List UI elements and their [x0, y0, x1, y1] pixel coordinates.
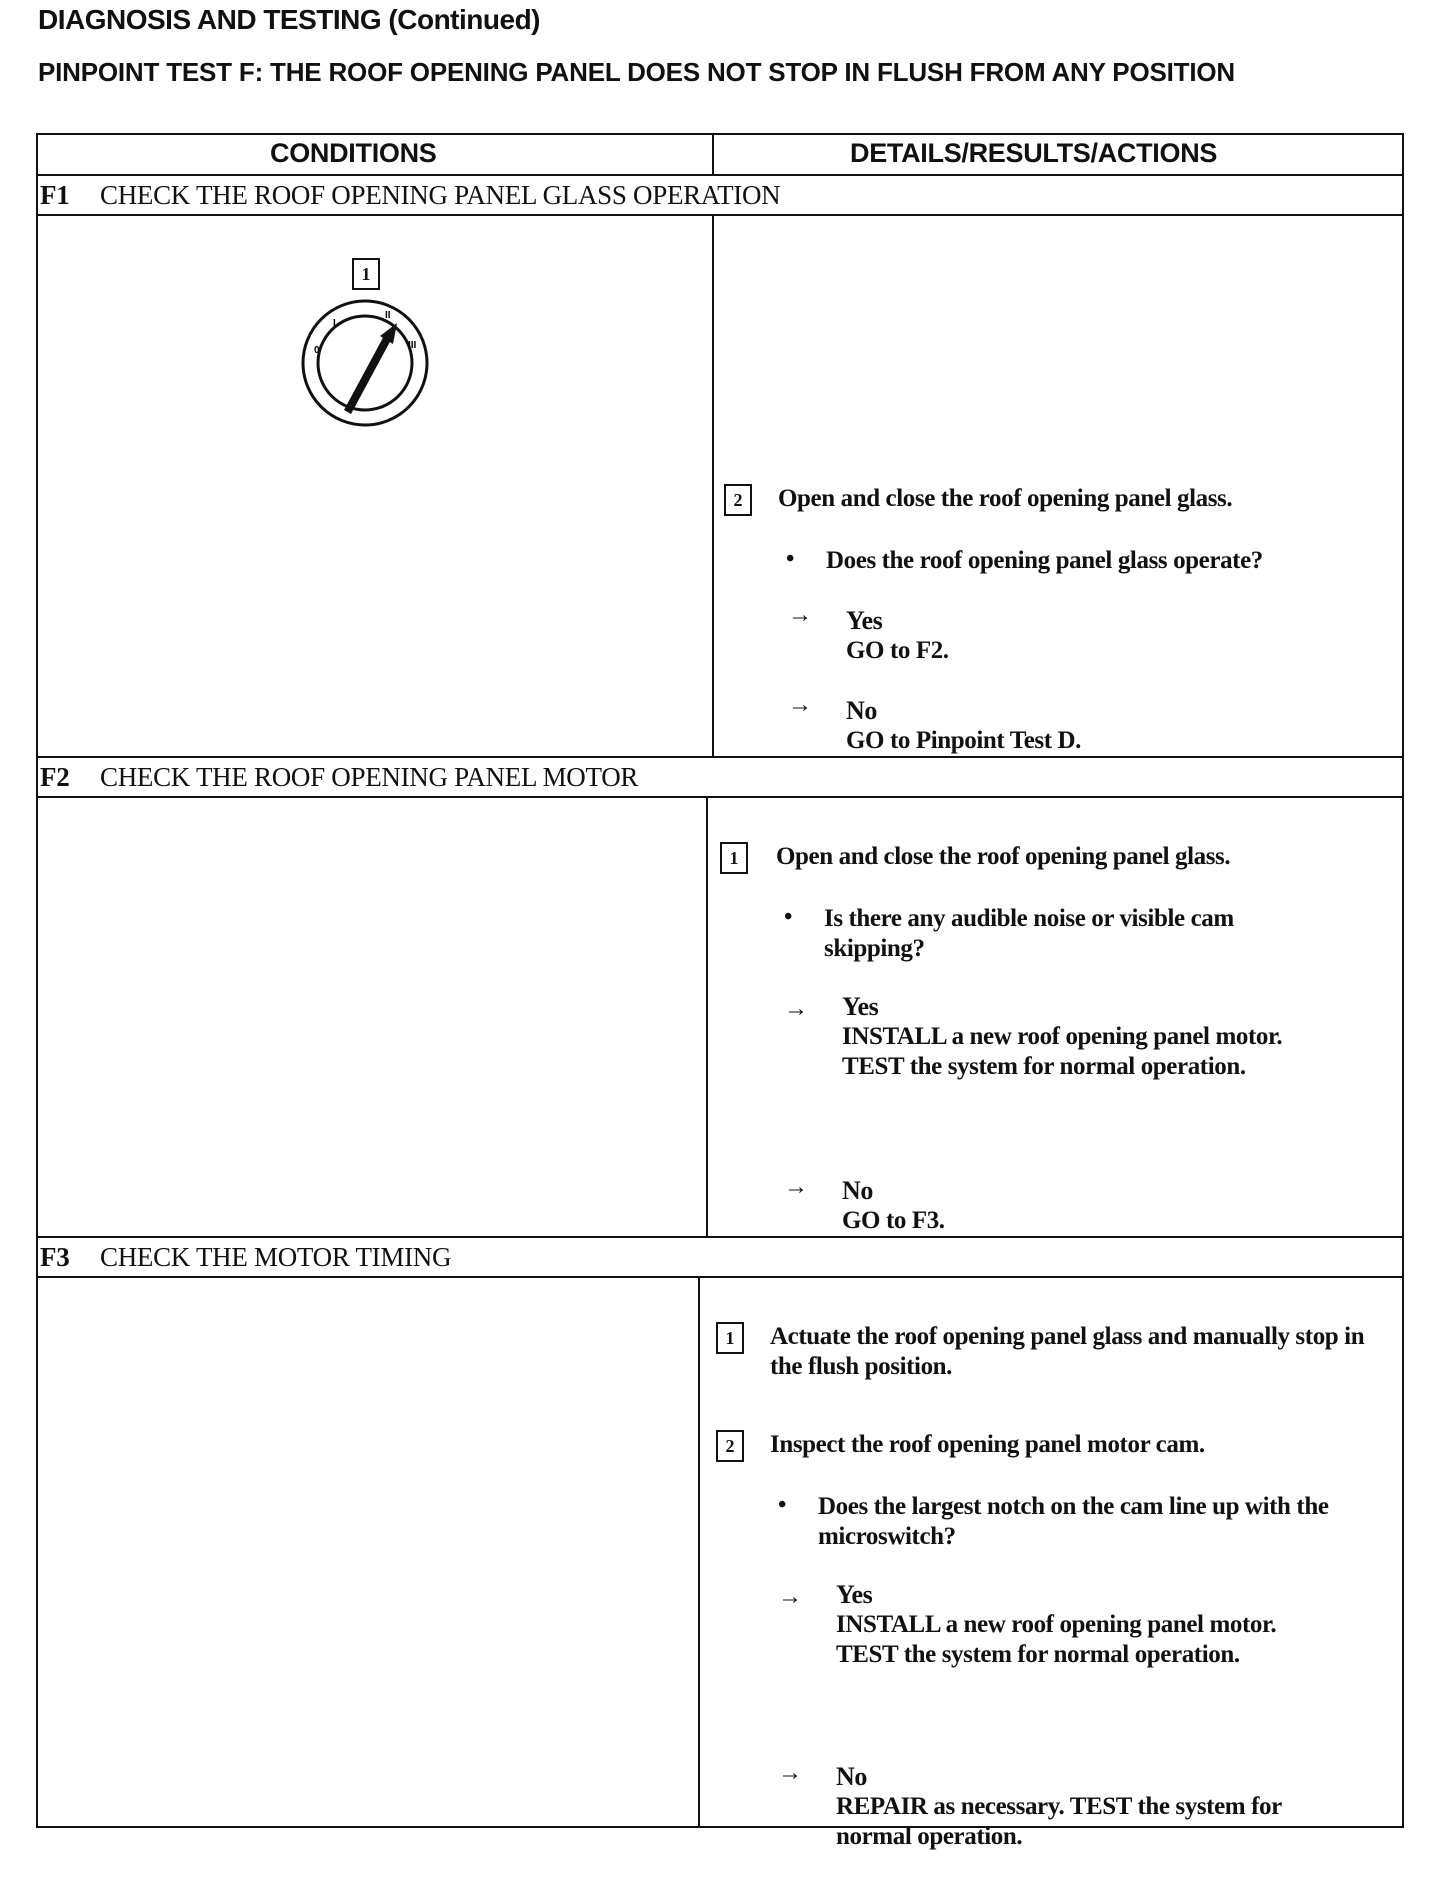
header-column-divider — [712, 133, 714, 175]
f3-no-action: REPAIR as necessary. TEST the system for normal operation. — [836, 1793, 1282, 1850]
f1-column-divider — [712, 214, 714, 756]
f3-title: CHECK THE MOTOR TIMING — [100, 1242, 452, 1272]
f2-no-action-prefix: GO to — [842, 1207, 906, 1234]
f1-no-arrow: → — [788, 692, 812, 718]
f2-title-top-border — [36, 756, 1404, 758]
f1-question: Does the roof opening panel glass operate? — [826, 547, 1263, 574]
conditions-header: CONDITIONS — [270, 138, 437, 168]
f2-yes-arrow: → — [784, 996, 808, 1022]
test-title: PINPOINT TEST F: THE ROOF OPENING PANEL DOES NOT STOP IN FLUSH FROM ANY POSITION — [38, 57, 1235, 87]
ignition-label-0: 0 — [314, 345, 320, 356]
f3-question: Does the largest notch on the cam line up with the microswitch? — [818, 1493, 1329, 1550]
ignition-key-pointer — [344, 334, 392, 414]
f1-yes-label: Yes — [846, 606, 883, 635]
table-right-border — [1402, 133, 1404, 1828]
f2-yes-result — [842, 992, 1382, 1082]
f3-section-title — [40, 1242, 451, 1273]
details-header: DETAILS/RESULTS/ACTIONS — [850, 138, 1218, 168]
f3-yes-result — [836, 1580, 1386, 1670]
f1-id: F1 — [40, 180, 70, 210]
f3-id: F3 — [40, 1242, 70, 1272]
f2-no-result — [842, 1176, 945, 1236]
f1-title-bottom-border — [36, 214, 1404, 216]
f2-no-action-target: F3. — [911, 1207, 945, 1234]
ignition-outer-ring — [303, 301, 427, 425]
f3-step2-box: 2 — [716, 1430, 744, 1462]
f1-question-bullet: • — [786, 546, 795, 572]
f1-no-result — [846, 696, 1081, 756]
f2-question: Is there any audible noise or visible cam skipping? — [824, 905, 1234, 962]
f3-question-bullet: • — [778, 1492, 787, 1518]
f1-step-box: 2 — [724, 484, 752, 516]
f1-title: CHECK THE ROOF OPENING PANEL GLASS OPERATION — [100, 180, 781, 210]
f3-step1-box: 1 — [716, 1322, 744, 1354]
f3-yes-action-2: TEST the system for normal operation. — [836, 1641, 1240, 1668]
f2-no-arrow: → — [784, 1174, 808, 1200]
f2-id: F2 — [40, 762, 70, 792]
f2-yes-action-1: INSTALL a new roof opening panel motor. — [842, 1023, 1283, 1050]
f1-yes-result — [846, 606, 949, 666]
f3-yes-label: Yes — [836, 1580, 873, 1609]
ignition-label-3: III — [408, 340, 417, 351]
f2-column-divider — [706, 796, 708, 1236]
f1-no-action: GO to Pinpoint Test D. — [846, 727, 1081, 754]
table-left-border — [36, 133, 38, 1828]
f2-title: CHECK THE ROOF OPENING PANEL MOTOR — [100, 762, 639, 792]
f2-title-bottom-border — [36, 796, 1404, 798]
illustration-step-box: 1 — [352, 258, 380, 290]
f3-no-label: No — [836, 1762, 867, 1791]
f2-step-box: 1 — [720, 842, 748, 874]
ignition-label-2: II — [385, 310, 391, 321]
table-top-border — [36, 133, 1404, 135]
page-heading: DIAGNOSIS AND TESTING (Continued) — [38, 4, 540, 35]
f2-section-title — [40, 762, 638, 793]
f1-yes-action-prefix: GO to — [846, 637, 910, 664]
f3-title-bottom-border — [36, 1276, 1404, 1278]
f1-no-label: No — [846, 696, 877, 725]
f3-no-arrow: → — [778, 1760, 802, 1786]
f3-yes-arrow: → — [778, 1584, 802, 1610]
f3-step2-text: Inspect the roof opening panel motor cam. — [770, 1431, 1205, 1458]
ignition-inner-ring — [318, 316, 412, 410]
f3-no-result — [836, 1762, 1336, 1852]
f2-yes-label: Yes — [842, 992, 879, 1021]
header-bottom-border — [36, 174, 1404, 176]
f1-yes-arrow: → — [788, 602, 812, 628]
f3-step1-text: Actuate the roof opening panel glass and manually stop in the flush position. — [770, 1323, 1365, 1380]
ignition-switch-illustration — [300, 298, 430, 428]
ignition-label-1: I — [333, 318, 336, 329]
f3-yes-action-1: INSTALL a new roof opening panel motor. — [836, 1611, 1277, 1638]
f2-step-text: Open and close the roof opening panel glass. — [776, 843, 1231, 870]
f3-title-top-border — [36, 1236, 1404, 1238]
f1-step-text: Open and close the roof opening panel glass. — [778, 485, 1233, 512]
f2-question-bullet: • — [784, 904, 793, 930]
f2-yes-action-2: TEST the system for normal operation. — [842, 1053, 1246, 1080]
f3-column-divider — [698, 1276, 700, 1828]
f1-yes-action-target: F2. — [915, 637, 949, 664]
f2-no-label: No — [842, 1176, 873, 1205]
f1-section-title — [40, 180, 780, 211]
